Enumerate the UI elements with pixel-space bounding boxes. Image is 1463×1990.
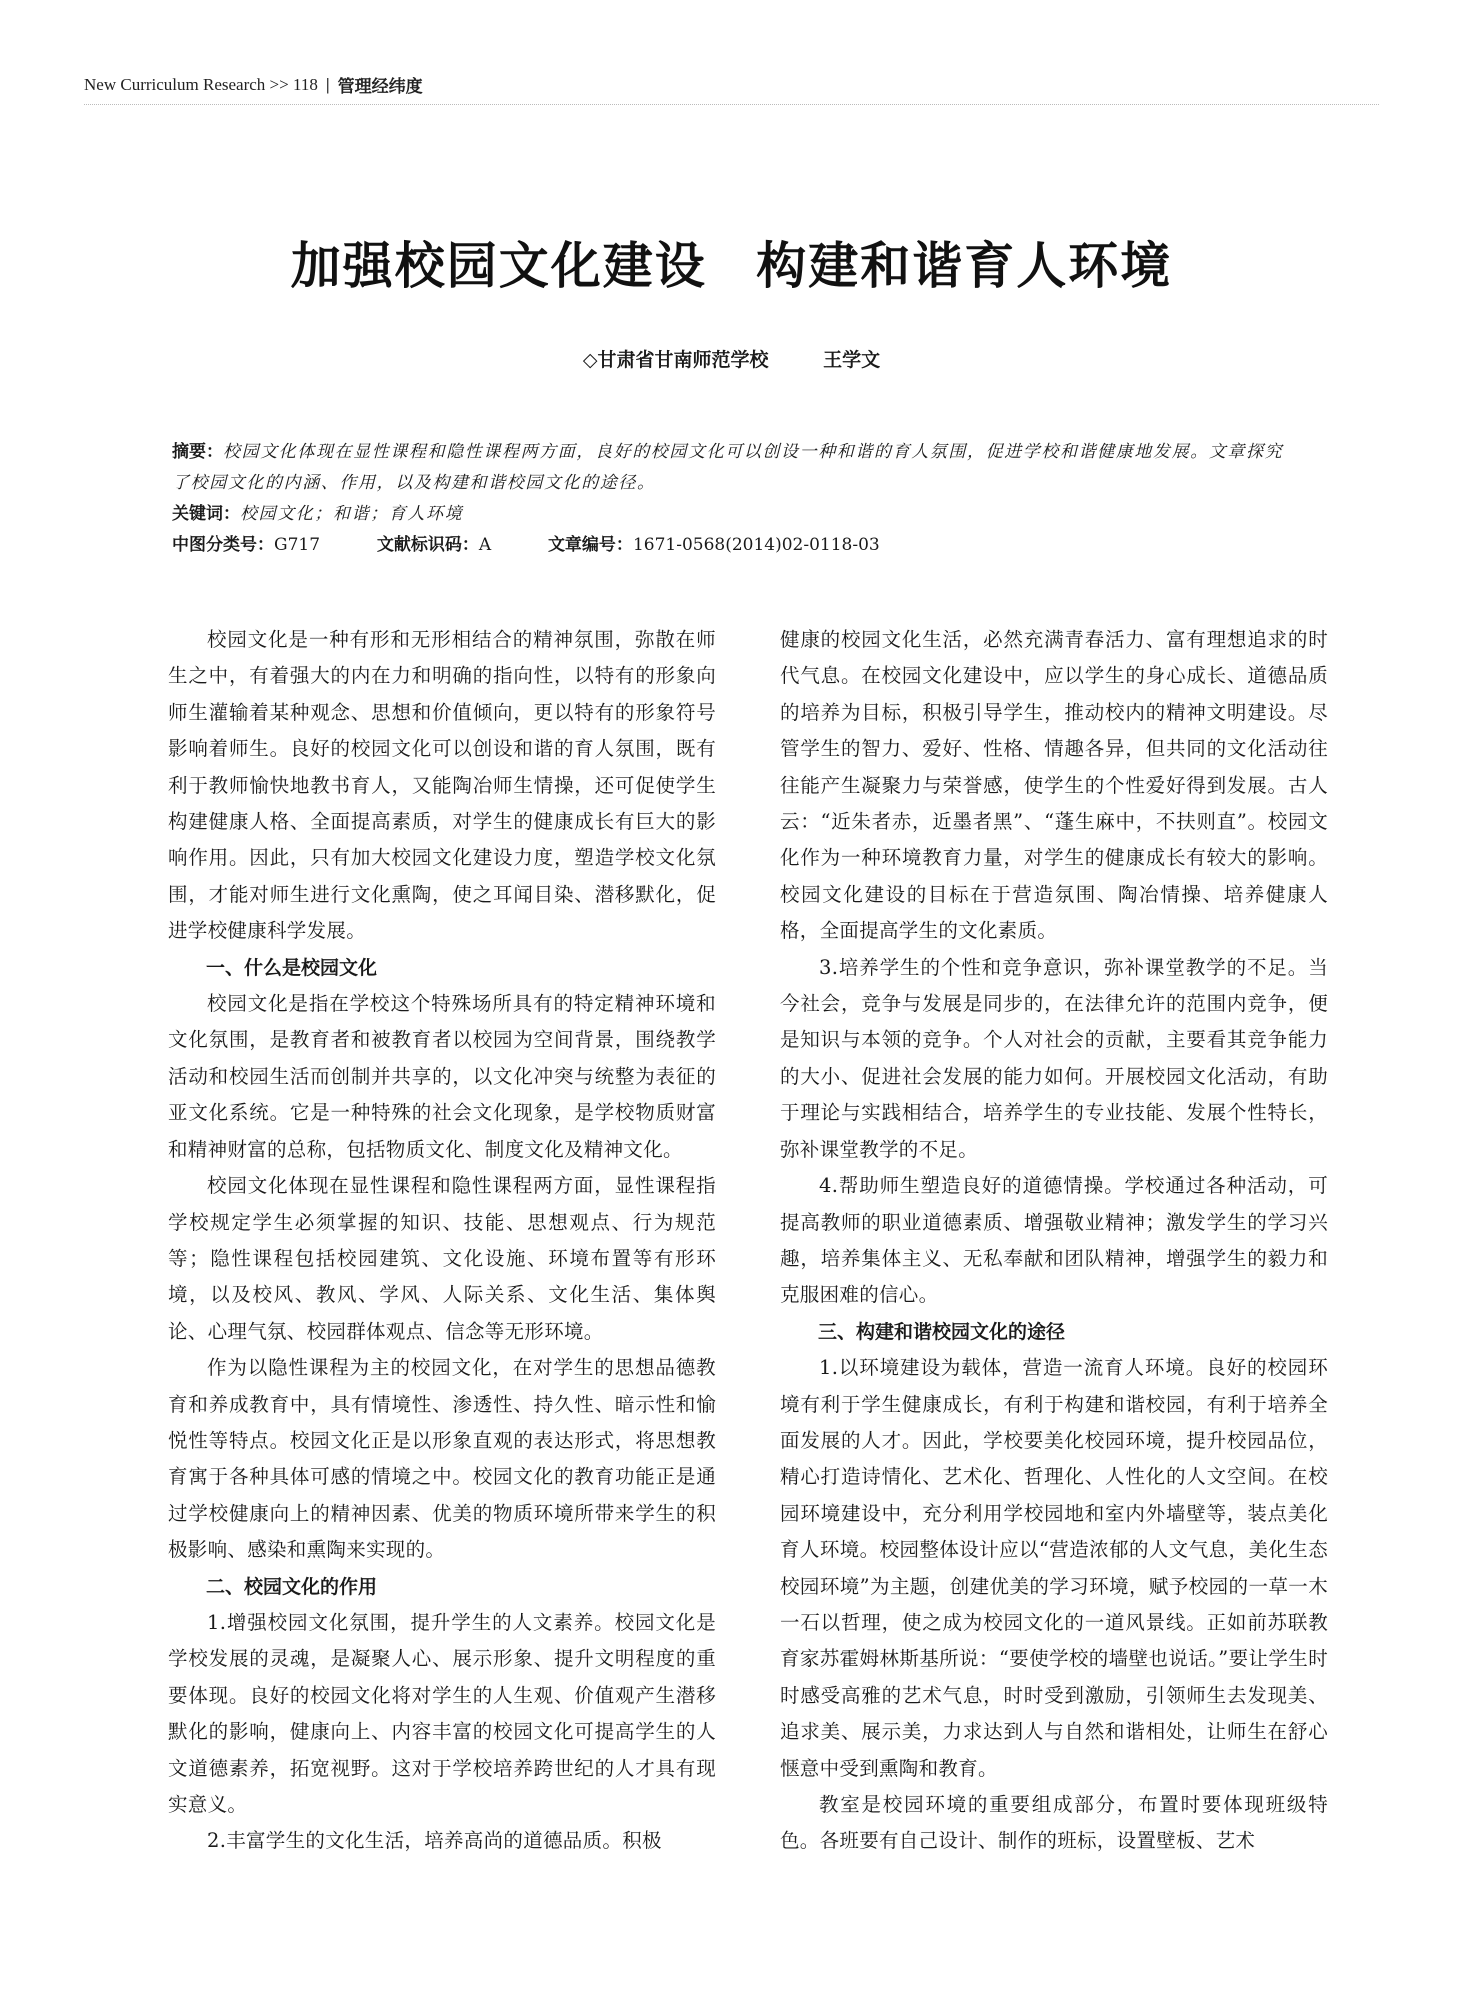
running-head xyxy=(84,72,423,97)
body-paragraph: 2.丰富学生的文化生活，培养高尚的道德品质。积极 xyxy=(207,1829,662,1853)
article-meta xyxy=(172,437,1292,561)
body-paragraph: 校园文化是一种有形和无形相结合的精神氛围，弥散在师生之中，有着强大的内在力和明确的指向性，以特有的形象向师生灌输着某种观念、思想和价值倾向，更以特有的形象符号影响着师生。良好的校园文化可以创设和谐的育人氛围，既有利于教师愉快地教书育人，又能陶冶师生情操，还可促使学生构建健康人格、全面提高素质，对学生的健康成长有巨大的影响作用。因此，只有加大校园文化建设力度，塑造学校文化氛围，才能对师生进行文化熏陶，使之耳闻目染、潜移默化，促进学校健康科学发展。 xyxy=(168,628,716,943)
body-paragraph: 教室是校园环境的重要组成部分，布置时要体现班级特色。各班要有自己设计、制作的班标，设置壁板、艺术 xyxy=(780,1793,1328,1853)
right-column xyxy=(780,622,1328,1860)
header-rule xyxy=(84,104,1379,105)
article-title: 加强校园文化建设 构建和谐育人环境 xyxy=(290,237,1173,295)
keywords-label: 关键词： xyxy=(172,504,240,524)
byline xyxy=(0,345,1463,372)
section-name: 管理经纬度 xyxy=(337,77,423,97)
body-columns xyxy=(168,622,1328,1860)
clc-label: 中图分类号： xyxy=(172,535,274,555)
body-paragraph: 校园文化体现在显性课程和隐性课程两方面，显性课程指学校规定学生必须掌握的知识、技能、思想观点、行为规范等；隐性课程包括校园建筑、文化设施、环境布置等有形环境，以及校风、教风、学风、人际关系、文化生活、集体舆论、心理气氛、校园群体观点、信念等无形环境。 xyxy=(168,1174,716,1343)
header-separator: | xyxy=(325,74,330,94)
body-paragraph: 校园文化是指在学校这个特殊场所具有的特定精神环境和文化氛围，是教育者和被教育者以校园为空间背景，围绕教学活动和校园生活而创制并共享的，以文化冲突与统整为表征的亚文化系统。它是一种特殊的社会文化现象，是学校物质财富和精神财富的总称，包括物质文化、制度文化及精神文化。 xyxy=(168,992,716,1161)
body-paragraph: 1.增强校园文化氛围，提升学生的人文素养。校园文化是学校发展的灵魂，是凝聚人心、展示形象、提升文明程度的重要体现。良好的校园文化将对学生的人生观、价值观产生潜移默化的影响，健康向上、内容丰富的校园文化可提高学生的人文道德素养，拓宽视野。这对于学校培养跨世纪的人才具有现实意义。 xyxy=(168,1610,716,1816)
doc-code-value: A xyxy=(478,535,492,555)
abstract-label: 摘要： xyxy=(172,442,223,462)
affiliation: ◇甘肃省甘南师范学校 xyxy=(582,349,769,371)
abstract xyxy=(172,437,1292,499)
body-paragraph: 健康的校园文化生活，必然充满青春活力、富有理想追求的时代气息。在校园文化建设中，应以学生的身心成长、道德品质的培养为目标，积极引导学生，推动校内的精神文明建设。尽管学生的智力、爱好、性格、情趣各异，但共同的文化活动往往能产生凝聚力与荣誉感，使学生的个性爱好得到发展。古人云：“近朱者赤，近墨者黑”、“蓬生麻中，不扶则直”。校园文化作为一种环境教育力量，对学生的健康成长有较大的影响。校园文化建设的目标在于营造氛围、陶冶情操、培养健康人格，全面提高学生的文化素质。 xyxy=(780,628,1328,943)
left-column xyxy=(168,622,716,1860)
section-heading: 三、构建和谐校园文化的途径 xyxy=(818,1320,1066,1343)
author: 王学文 xyxy=(823,349,881,371)
body-paragraph: 3.培养学生的个性和竞争意识，弥补课堂教学的不足。当今社会，竞争与发展是同步的，在法律允许的范围内竞争，便是知识与本领的竞争。个人对社会的贡献，主要看其竞争能力的大小、促进社会发展的能力如何。开展校园文化活动，有助于理论与实践相结合，培养学生的专业技能、发展个性特长，弥补课堂教学的不足。 xyxy=(780,955,1328,1161)
doc-code-label: 文献标识码： xyxy=(376,535,479,555)
keywords-text: 校园文化；和谐；育人环境 xyxy=(240,504,464,524)
keywords xyxy=(172,499,1292,530)
classification-row xyxy=(172,530,1292,561)
journal-name: New Curriculum Research >> 118 xyxy=(84,74,318,94)
section-heading: 二、校园文化的作用 xyxy=(206,1575,378,1598)
article-number-value: 1671-0568(2014)02-0118-03 xyxy=(632,535,880,555)
clc-value: G717 xyxy=(274,535,321,555)
section-heading: 一、什么是校园文化 xyxy=(206,956,378,979)
body-paragraph: 4.帮助师生塑造良好的道德情操。学校通过各种活动，可提高教师的职业道德素质、增强敬业精神；激发学生的学习兴趣，培养集体主义、无私奉献和团队精神，增强学生的毅力和克服困难的信心。 xyxy=(780,1174,1328,1307)
body-paragraph: 1.以环境建设为载体，营造一流育人环境。良好的校园环境有利于学生健康成长，有利于构建和谐校园，有利于培养全面发展的人才。因此，学校要美化校园环境，提升校园品位，精心打造诗情化、艺术化、哲理化、人性化的人文空间。在校园环境建设中，充分利用学校园地和室内外墙壁等，装点美化育人环境。校园整体设计应以“营造浓郁的人文气息，美化生态校园环境”为主题，创建优美的学习环境，赋予校园的一草一木一石以哲理，使之成为校园文化的一道风景线。正如前苏联教育家苏霍姆林斯基所说：“要使学校的墙壁也说话。”要让学生时时感受高雅的艺术气息，时时受到激励，引领师生去发现美、追求美、展示美，力求达到人与自然和谐相处，让师生在舒心惬意中受到熏陶和教育。 xyxy=(780,1356,1328,1780)
abstract-text: 校园文化体现在显性课程和隐性课程两方面，良好的校园文化可以创设一种和谐的育人氛围，促进学校和谐健康地发展。文章探究了校园文化的内涵、作用，以及构建和谐校园文化的途径。 xyxy=(172,442,1284,493)
body-paragraph: 作为以隐性课程为主的校园文化，在对学生的思想品德教育和养成教育中，具有情境性、渗透性、持久性、暗示性和愉悦性等特点。校园文化正是以形象直观的表达形式，将思想教育寓于各种具体可感的情境之中。校园文化的教育功能正是通过学校健康向上的精神因素、优美的物质环境所带来学生的积极影响、感染和熏陶来实现的。 xyxy=(168,1356,716,1562)
article-number-label: 文章编号： xyxy=(547,535,633,555)
